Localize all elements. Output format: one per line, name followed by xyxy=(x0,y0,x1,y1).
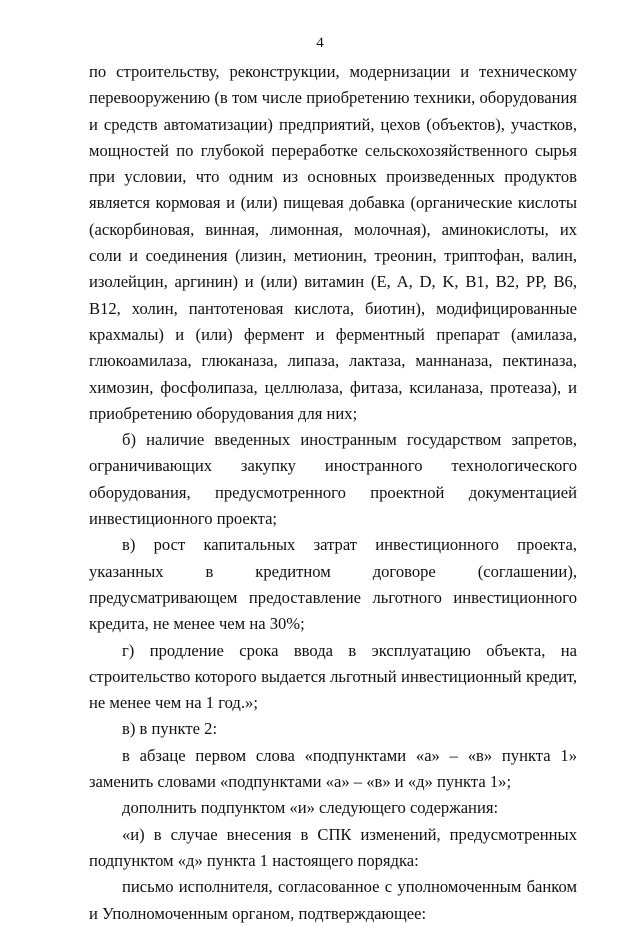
paragraph-first-abzac: в абзаце первом слова «подпунктами «а» – «в» пункта 1» заменить словами «подпунктами «а» – «в» и «д» пункта 1»; xyxy=(89,745,577,792)
paragraph-continuation: по строительству, реконструкции, модернизации и техническому перевооружению (в том числе приобретению техники, оборудования и средств автоматизации) предприятий, цехов (объектов), участков, мощностей по глубокой переработке сельскохозяйственного сырья при условии, что одним из основных произведенных продуктов является кормовая и (или) пищевая добавка (органические кислоты (аскорбиновая, винная, лимонная, молочная), аминокислоты, их соли и соединения (лизин, метионин, треонин, триптофан, валин, изолейцин, аргинин) и (или) витамин (E, A, D, K, B1, B2, PP, B6, B12, холин, пантотеновая кислота, биотин), модифицированные крахмалы) и (или) фермент и ферментный препарат (амилаза, глюкоамилаза, глюканаза, липаза, лактаза, маннаназа, пектиназа, химозин, фосфолипаза, целлюлаза, фитаза, ксиланаза, протеаза), и приобретению оборудования для них; xyxy=(89,62,577,423)
paragraph-item-b: б) наличие введенных иностранным государством запретов, ограничивающих закупку иностранного технологического оборудования, предусмотренного проектной документацией инвестиционного проекта; xyxy=(89,430,577,529)
paragraph-item-g: г) продление срока ввода в эксплуатацию объекта, на строительство которого выдается льготный инвестиционный кредит, не менее чем на 1 год.»; xyxy=(89,640,577,713)
document-body xyxy=(89,59,577,927)
paragraph-point-2: в) в пункте 2: xyxy=(122,719,218,739)
paragraph-add-subpoint: дополнить подпунктом «и» следующего содержания: xyxy=(122,798,499,818)
paragraph-executor-letter: письмо исполнителя, согласованное с уполномоченным банком и Уполномоченным органом, подтверждающее: xyxy=(89,877,577,923)
paragraph-item-v: в) рост капитальных затрат инвестиционного проекта, указанных в кредитном договоре (соглашении), предусматривающем предоставление льготного инвестиционного кредита, не менее чем на 30%; xyxy=(89,535,577,634)
page-number: 4 xyxy=(316,35,324,51)
paragraph-item-i: «и) в случае внесения в СПК изменений, предусмотренных подпунктом «д» пункта 1 настоящего порядка: xyxy=(89,824,577,870)
